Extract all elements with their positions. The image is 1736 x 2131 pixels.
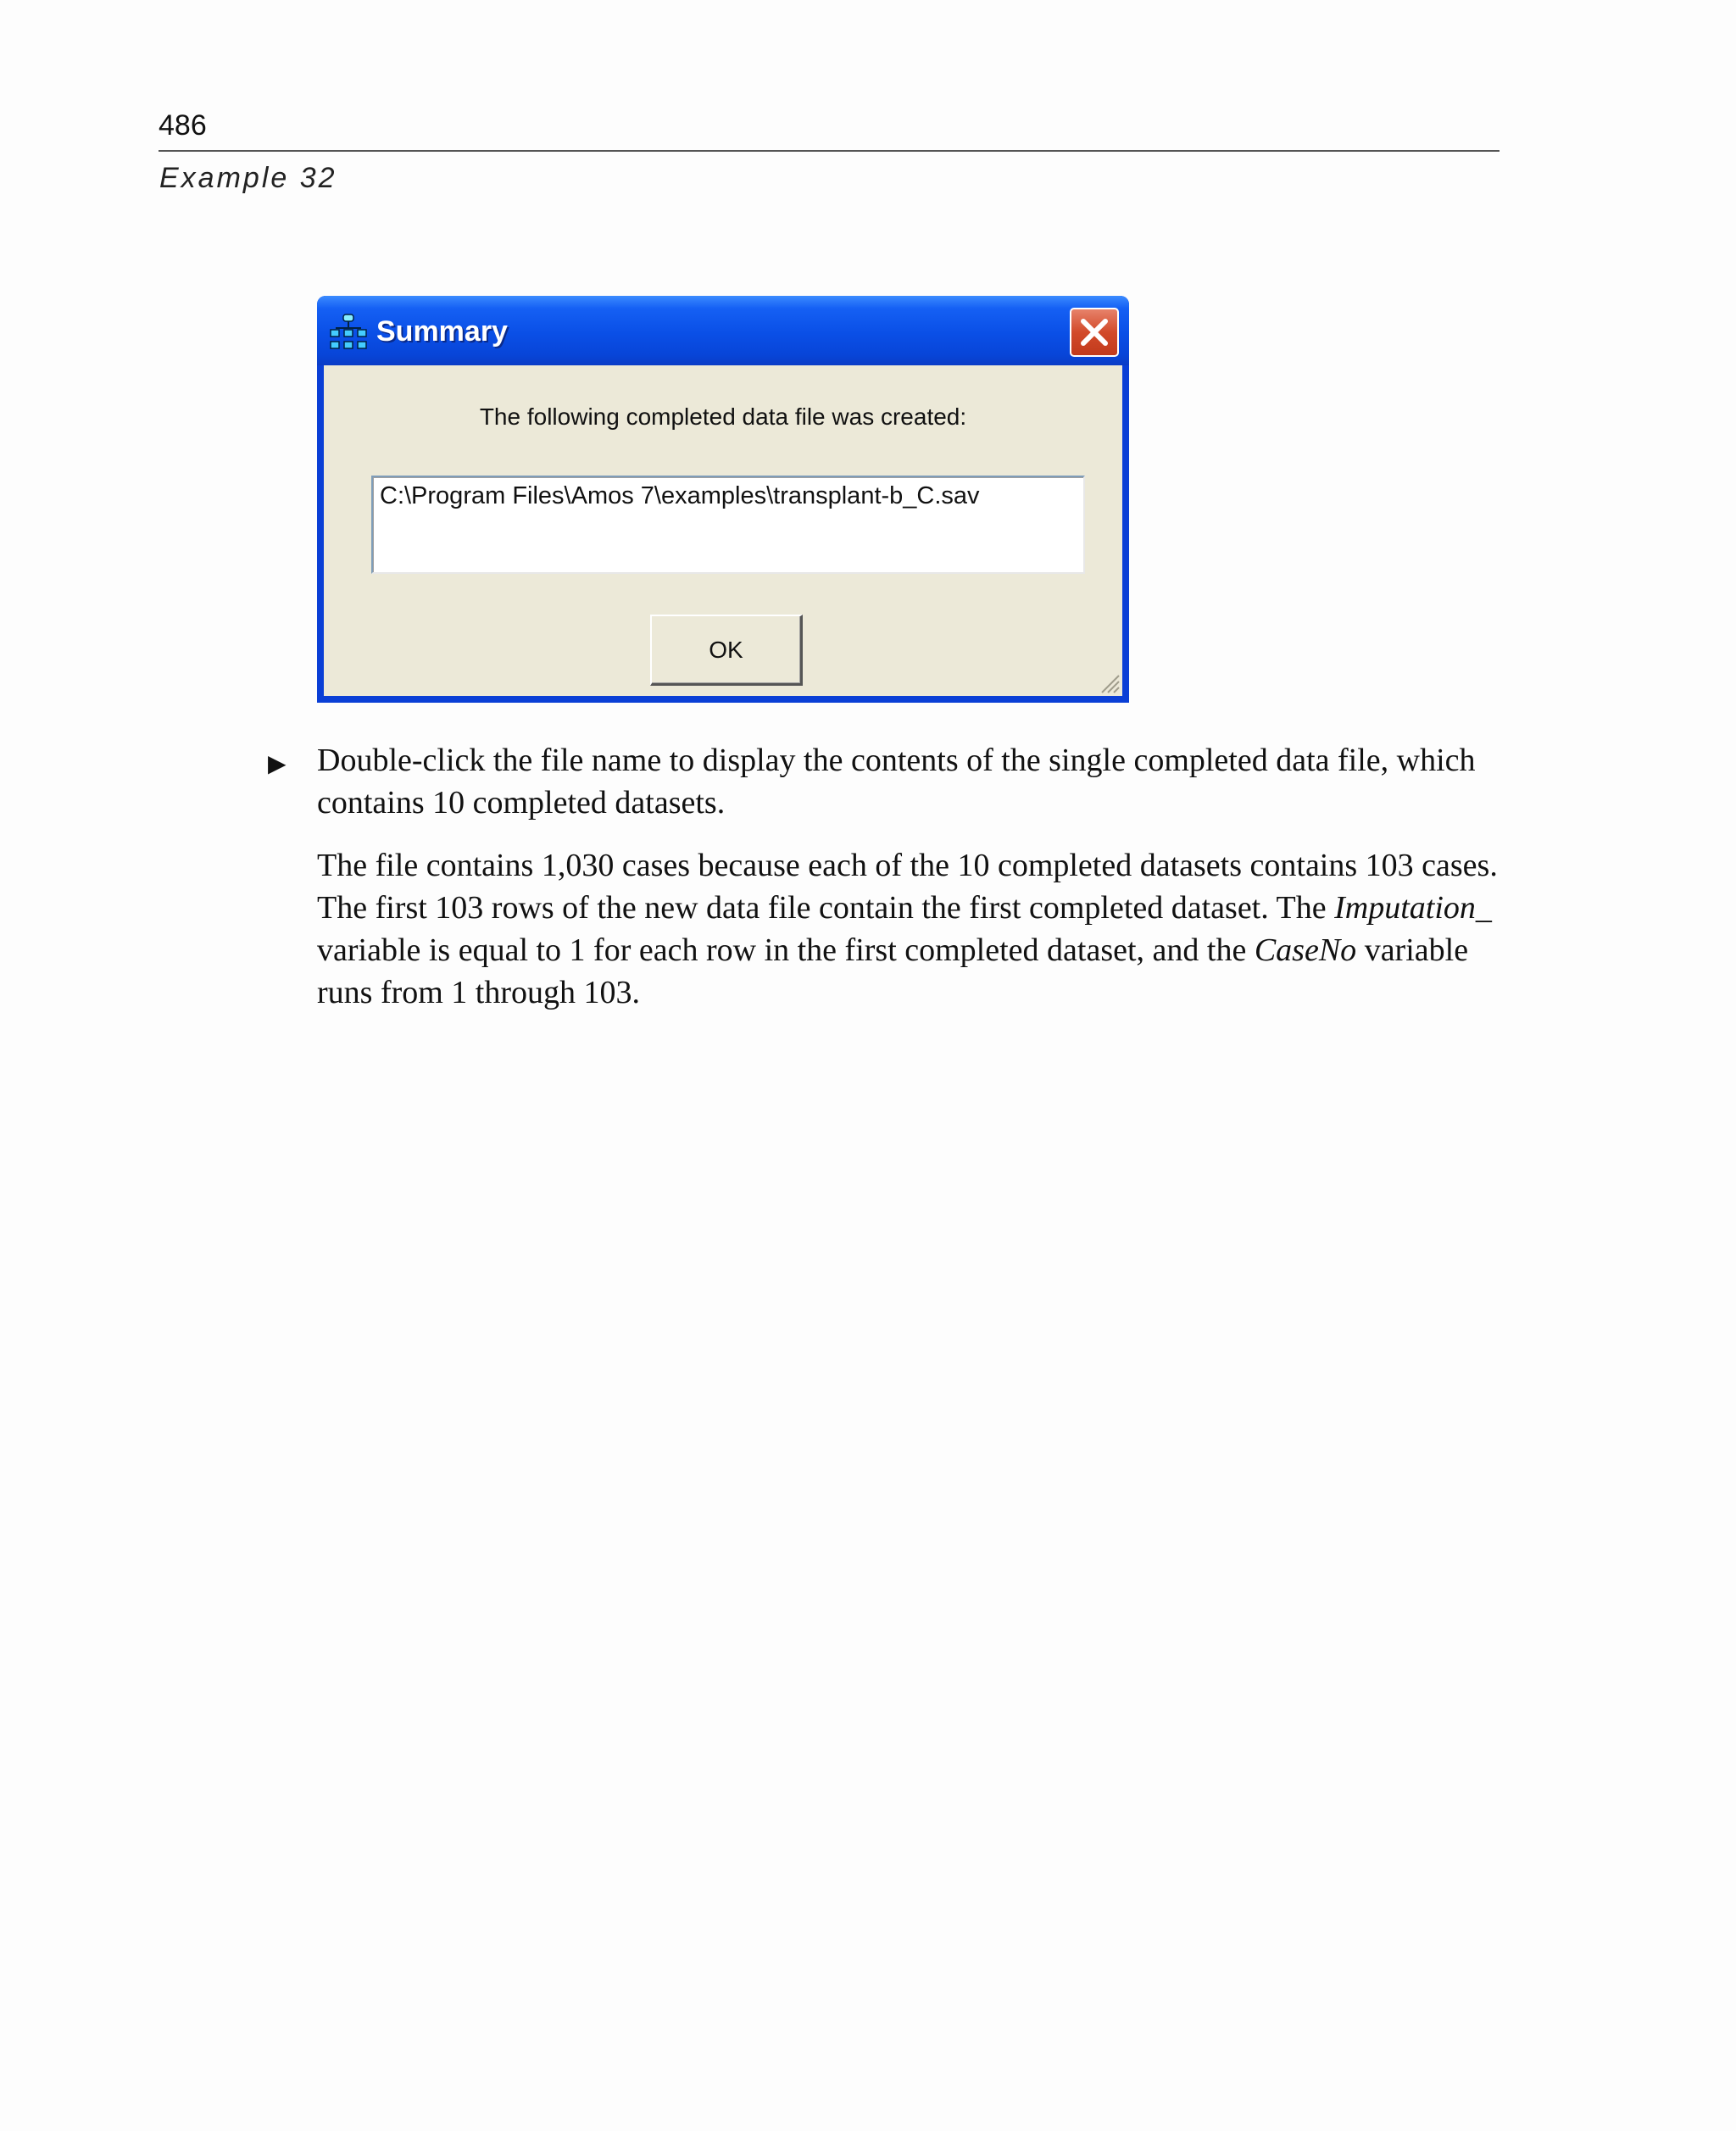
resize-grip-icon[interactable] [1097,670,1121,694]
file-path-text[interactable]: C:\Program Files\Amos 7\examples\transplant-b_C.sav [380,482,980,509]
dialog-titlebar[interactable] [317,296,1129,365]
ok-button[interactable]: OK [650,615,803,686]
variable-imputation: Imputation_ [1334,890,1492,926]
amos-app-icon [329,313,368,352]
step-bullet-icon: ▶ [268,751,287,777]
close-button[interactable] [1070,308,1119,357]
dialog-message: The following completed data file was created: [479,403,967,430]
file-path-field[interactable] [371,476,1085,574]
body-paragraph [317,844,1504,1014]
dialog-title: Summary [376,315,508,348]
step-text: Double-click the file name to display the contents of the single completed data file, which contains 10 completed datasets. [317,743,1476,821]
running-title: Example 32 [159,162,337,194]
header-rule [159,150,1500,152]
para-part-2: variable is equal to 1 for each row in the first completed dataset, and the [317,932,1255,968]
close-icon [1077,314,1112,350]
variable-caseno: CaseNo [1254,932,1357,968]
page-number: 486 [159,109,207,142]
para-part-3: variable runs from 1 through 103. [317,932,1469,1010]
summary-dialog [317,296,1129,703]
dialog-client-area [324,365,1122,696]
para-part-1: The file contains 1,030 cases because each of the 10 completed datasets contains 103 cases. The first 103 rows of the new data file contain the first completed dataset. The [317,848,1498,926]
